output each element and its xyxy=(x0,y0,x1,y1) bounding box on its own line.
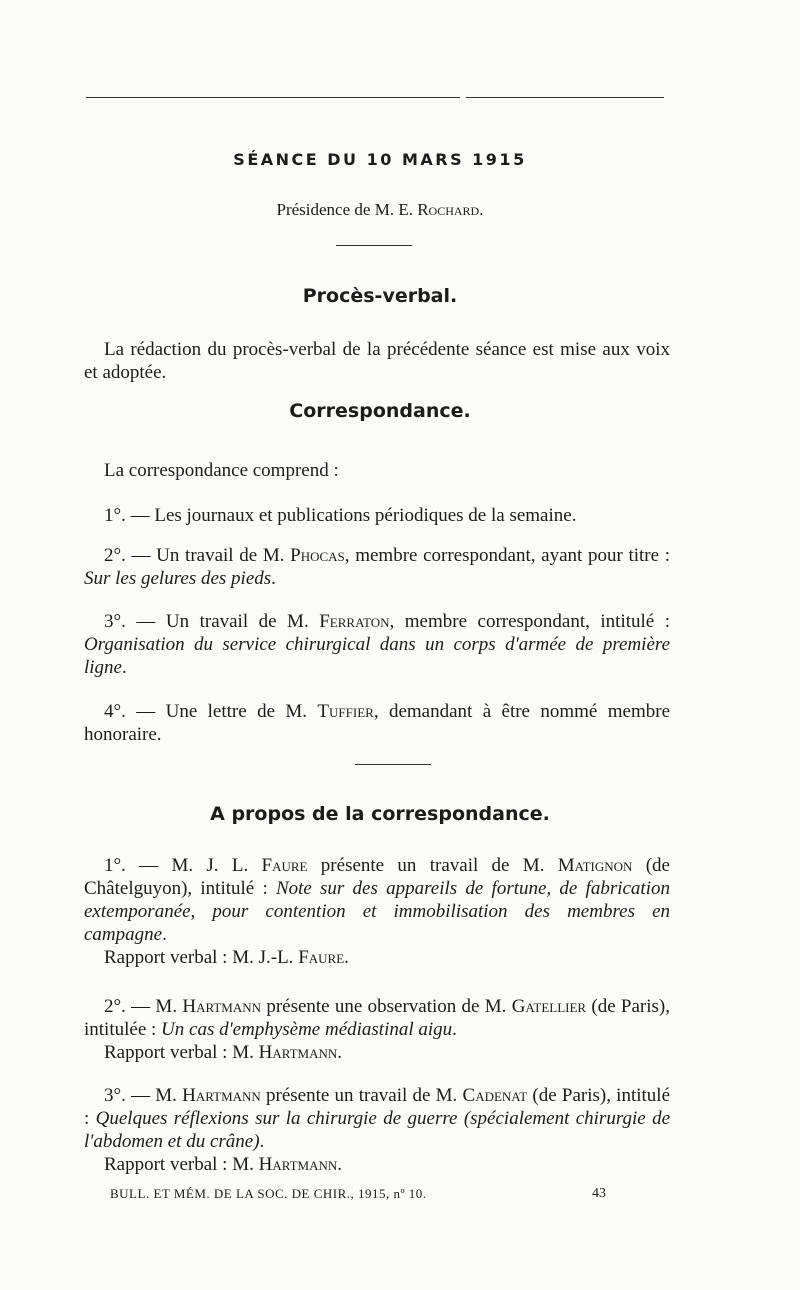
correspondance-item-2 xyxy=(84,544,670,590)
ap-2-middle2: (de Paris), intitulée : xyxy=(84,996,670,1040)
presidence-prefix: Présidence de M. E. xyxy=(276,200,418,219)
heading-correspondance: Correspondance. xyxy=(289,400,471,422)
ap-2-name2: Gatellier xyxy=(511,996,587,1017)
ap-1-rapport-name: Faure xyxy=(298,947,345,968)
correspondance-item-1 xyxy=(84,504,670,527)
item-2-prefix: 2°. — Un travail de M. xyxy=(104,545,291,566)
correspondance-intro xyxy=(84,459,670,482)
ap-1-prefix: 1°. — M. J. L. xyxy=(104,855,262,876)
item-3-name: Ferraton xyxy=(319,611,390,632)
presidence-name: Rochard xyxy=(417,200,480,219)
item-4-prefix: 4°. — Une lettre de M. xyxy=(104,701,318,722)
presidence-suffix: . xyxy=(479,200,484,219)
ap-1-suffix: . xyxy=(162,924,167,945)
short-rule-1 xyxy=(336,245,412,246)
ap-2-rapport-suffix: . xyxy=(337,1042,343,1063)
ap-2-name1: Hartmann xyxy=(182,996,262,1017)
footer-citation: BULL. ET MÉM. DE LA SOC. DE CHIR., 1915, nº 10. xyxy=(110,1186,427,1201)
ap-3-name2: Cadenat xyxy=(462,1085,528,1106)
heading-proces-verbal: Procès-verbal. xyxy=(302,285,458,307)
ap-1-rapport-prefix: Rapport verbal : M. J.-L. xyxy=(104,947,299,968)
ap-2-prefix: 2°. — M. xyxy=(104,996,183,1017)
ap-3-prefix: 3°. — M. xyxy=(104,1085,183,1106)
correspondance-intro-text: La correspondance comprend : xyxy=(104,460,339,481)
top-rule-left xyxy=(86,97,460,98)
ap-1-name1: Faure xyxy=(261,855,308,876)
item-2-middle: , membre correspondant, ayant pour titre : xyxy=(344,545,670,566)
ap-3-title: Quelques réflexions sur la chirurgie de guerre (spécialement chirurgie de l'abdomen et du crâne) xyxy=(84,1108,671,1152)
ap-2-rapport xyxy=(84,1041,670,1064)
presidence-line xyxy=(0,200,760,220)
ap-2-rapport-prefix: Rapport verbal : M. xyxy=(104,1042,259,1063)
ap-2-rapport-name: Hartmann xyxy=(258,1042,338,1063)
item-3-suffix: . xyxy=(122,657,127,678)
ap-2-title: Un cas d'emphysème médiastinal aigu xyxy=(161,1019,453,1040)
ap-1-rapport-suffix: . xyxy=(344,947,349,968)
heading-a-propos: A propos de la correspondance. xyxy=(210,803,550,825)
ap-3-suffix: . xyxy=(259,1131,265,1152)
ap-3-middle: présente un travail de M. xyxy=(260,1085,463,1106)
ap-3-rapport-suffix: . xyxy=(337,1154,343,1175)
ap-1-middle2: (de Châtelguyon), intitulé : xyxy=(84,855,670,899)
correspondance-item-1-text: 1°. — Les journaux et publications périodiques de la semaine. xyxy=(104,505,577,526)
ap-3-rapport-name: Hartmann xyxy=(258,1154,338,1175)
ap-2-suffix: . xyxy=(452,1019,457,1040)
ap-3-rapport xyxy=(84,1153,670,1176)
item-2-suffix: . xyxy=(271,568,276,589)
page-number: 43 xyxy=(592,1186,606,1201)
correspondance-item-3 xyxy=(84,610,670,679)
a-propos-item-3 xyxy=(84,1084,670,1176)
item-3-title: Organisation du service chirurgical dans un corps d'armée de première ligne xyxy=(84,634,670,678)
item-3-prefix: 3°. — Un travail de M. xyxy=(104,611,320,632)
short-rule-2 xyxy=(355,764,431,765)
ap-1-middle: présente un travail de M. xyxy=(307,855,558,876)
ap-1-title: Note sur des appareils de fortune, de fabrication extemporanée, pour contention et immobilisation des membres en campagne xyxy=(84,878,670,945)
item-2-name: Phocas xyxy=(290,545,345,566)
seance-title: SÉANCE DU 10 MARS 1915 xyxy=(233,150,527,169)
ap-3-rapport-prefix: Rapport verbal : M. xyxy=(104,1154,259,1175)
item-3-middle: , membre correspondant, intitulé : xyxy=(389,611,671,632)
ap-1-name2: Matignon xyxy=(557,855,633,876)
ap-1-rapport xyxy=(84,946,670,969)
item-2-title: Sur les gelures des pieds xyxy=(84,568,272,589)
proces-verbal-body: La rédaction du procès-verbal de la précédente séance est mise aux voix et adoptée. xyxy=(84,339,670,383)
item-4-suffix: , demandant à être nommé membre honoraire. xyxy=(84,701,670,745)
ap-3-middle2: (de Paris), intitulé : xyxy=(84,1085,670,1129)
correspondance-item-4 xyxy=(84,700,670,746)
ap-2-middle: présente une observation de M. xyxy=(261,996,512,1017)
proces-verbal-text xyxy=(84,338,670,384)
a-propos-item-1 xyxy=(84,854,670,969)
a-propos-item-2 xyxy=(84,995,670,1064)
item-4-name: Tuffier xyxy=(317,701,374,722)
ap-3-name1: Hartmann xyxy=(182,1085,261,1106)
top-rule-right xyxy=(466,97,664,98)
